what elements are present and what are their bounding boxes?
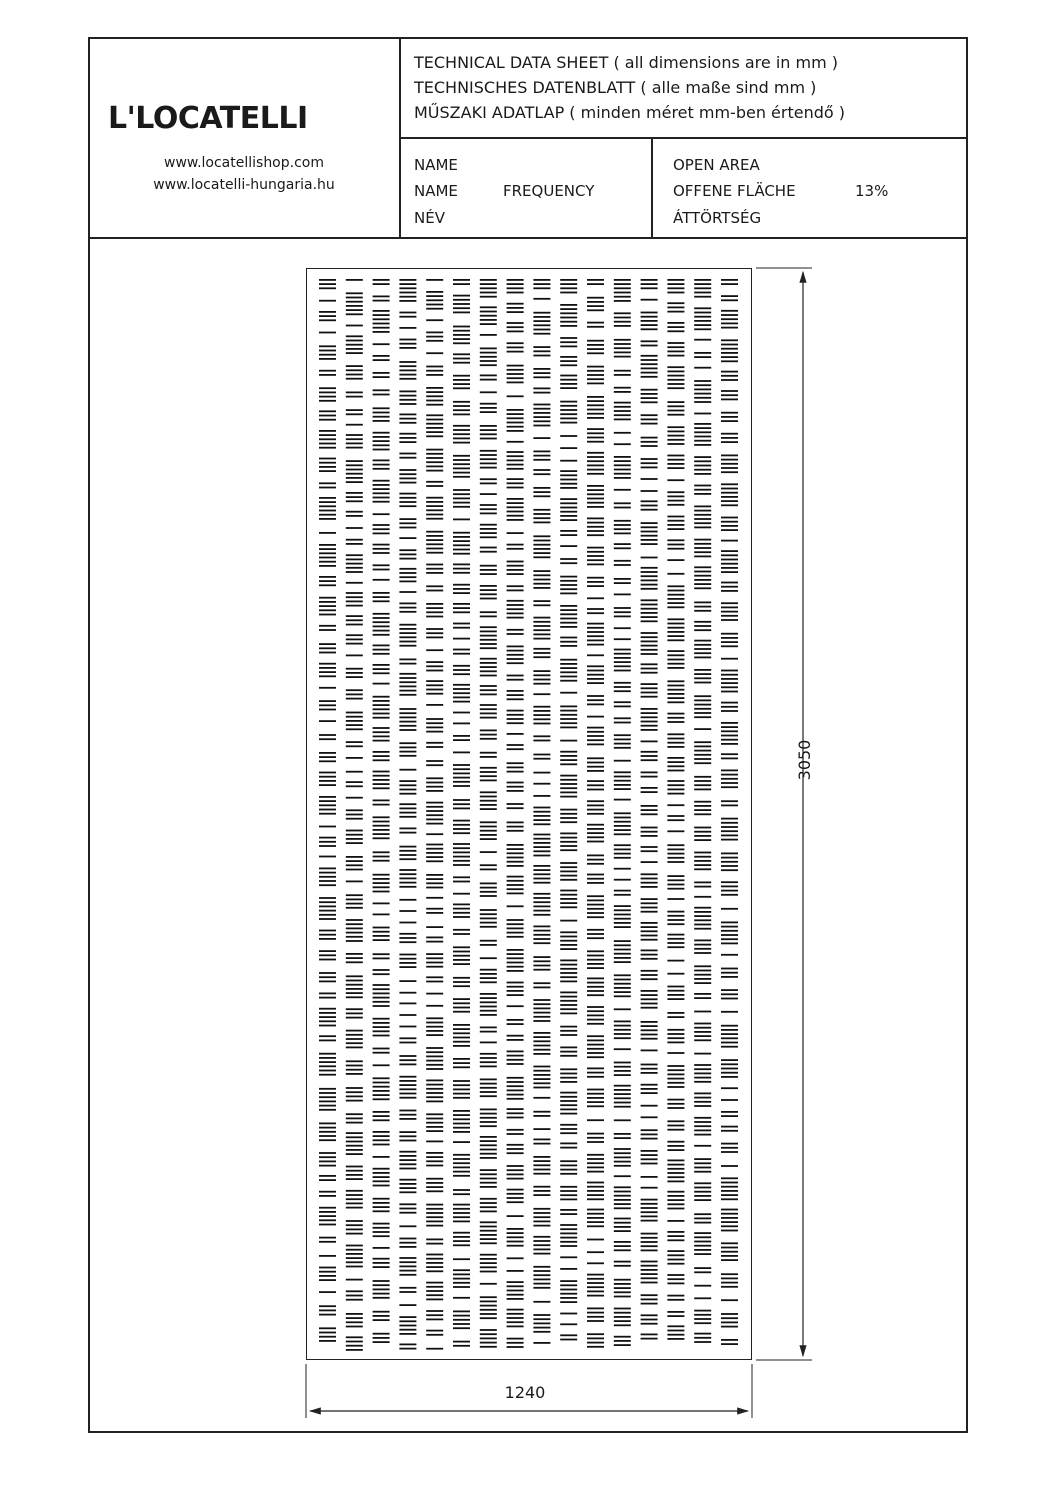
name-label-de: NAME [414,182,458,200]
open-area-value: 13% [855,182,889,200]
name-value: FREQUENCY [503,182,595,200]
width-dimension-label: 1240 [504,1383,546,1402]
open-area-label-de: OFFENE FLÄCHE [673,182,796,200]
title-german: TECHNISCHES DATENBLATT ( alle maße sind mm ) [414,78,817,97]
website-url-1[interactable]: www.locatellishop.com [164,155,324,171]
logo-text: L'LOCATELLI [108,101,308,136]
website-url-2[interactable]: www.locatelli-hungaria.hu [153,177,335,193]
title-hungarian: MŰSZAKI ADATLAP ( minden méret mm-ben értendő ) [414,103,846,122]
title-english: TECHNICAL DATA SHEET ( all dimensions are in mm ) [414,53,839,72]
name-label-en: NAME [414,156,458,174]
open-area-label-en: OPEN AREA [673,156,760,174]
open-area-label-hu: ÁTTÖRTSÉG [673,209,762,227]
height-dimension-label: 3050 [794,739,814,781]
name-label-hu: NÉV [414,209,445,227]
